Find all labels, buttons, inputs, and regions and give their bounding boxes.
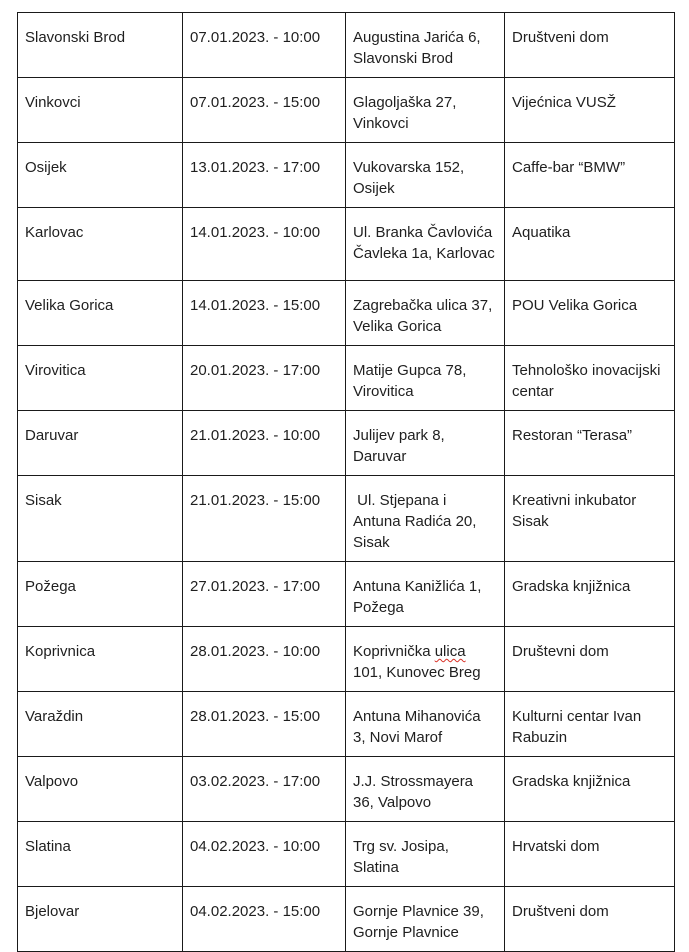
venue-cell: Društveni dom (505, 13, 675, 78)
datetime-cell: 04.02.2023. - 15:00 (183, 887, 346, 952)
address-cell: Trg sv. Josipa, Slatina (346, 822, 505, 887)
table-row (18, 13, 675, 78)
venue-cell: Vijećnica VUSŽ (505, 78, 675, 143)
table-row (18, 411, 675, 476)
datetime-cell: 04.02.2023. - 10:00 (183, 822, 346, 887)
table-row (18, 78, 675, 143)
table-row (18, 476, 675, 562)
table-row (18, 887, 675, 952)
address-cell: Zagrebačka ulica 37, Velika Gorica (346, 281, 505, 346)
address-cell: Ul. Branka Čavlovića Čavleka 1a, Karlovac (346, 208, 505, 281)
table-row (18, 692, 675, 757)
address-cell: Antuna Mihanovića 3, Novi Marof (346, 692, 505, 757)
address-cell (346, 627, 505, 692)
table-row (18, 208, 675, 281)
datetime-cell: 07.01.2023. - 15:00 (183, 78, 346, 143)
address-text-start: Koprivnička (353, 643, 435, 660)
city-cell: Velika Gorica (18, 281, 183, 346)
venue-cell: Kreativni inkubator Sisak (505, 476, 675, 562)
city-cell: Virovitica (18, 346, 183, 411)
datetime-cell: 21.01.2023. - 15:00 (183, 476, 346, 562)
datetime-cell: 20.01.2023. - 17:00 (183, 346, 346, 411)
venue-cell: Caffe-bar “BMW” (505, 143, 675, 208)
address-cell: Julijev park 8, Daruvar (346, 411, 505, 476)
address-text-end: 101, Kunovec Breg (353, 643, 481, 681)
address-cell: Antuna Kanižlića 1, Požega (346, 562, 505, 627)
spellcheck-flagged-word: ulica (434, 643, 466, 660)
datetime-cell: 28.01.2023. - 15:00 (183, 692, 346, 757)
city-cell: Valpovo (18, 757, 183, 822)
city-cell: Sisak (18, 476, 183, 562)
address-cell: Ul. Stjepana i Antuna Radića 20, Sisak (346, 476, 505, 562)
table-row (18, 822, 675, 887)
address-cell: J.J. Strossmayera 36, Valpovo (346, 757, 505, 822)
table-body (18, 13, 675, 952)
datetime-cell: 28.01.2023. - 10:00 (183, 627, 346, 692)
table-row (18, 143, 675, 208)
address-cell: Vukovarska 152, Osijek (346, 143, 505, 208)
city-cell: Karlovac (18, 208, 183, 281)
venue-cell: Restoran “Terasa” (505, 411, 675, 476)
datetime-cell: 07.01.2023. - 10:00 (183, 13, 346, 78)
city-cell: Koprivnica (18, 627, 183, 692)
table-row (18, 346, 675, 411)
venue-cell: Aquatika (505, 208, 675, 281)
city-cell: Daruvar (18, 411, 183, 476)
datetime-cell: 21.01.2023. - 10:00 (183, 411, 346, 476)
datetime-cell: 14.01.2023. - 15:00 (183, 281, 346, 346)
city-cell: Bjelovar (18, 887, 183, 952)
city-cell: Požega (18, 562, 183, 627)
table-row (18, 562, 675, 627)
venue-cell: Kulturni centar Ivan Rabuzin (505, 692, 675, 757)
venue-cell: POU Velika Gorica (505, 281, 675, 346)
address-cell: Matije Gupca 78, Virovitica (346, 346, 505, 411)
city-cell: Slatina (18, 822, 183, 887)
venue-cell: Gradska knjižnica (505, 562, 675, 627)
venue-cell: Gradska knjižnica (505, 757, 675, 822)
address-cell: Augustina Jarića 6, Slavonski Brod (346, 13, 505, 78)
venue-cell: Tehnološko inovacijski centar (505, 346, 675, 411)
datetime-cell: 27.01.2023. - 17:00 (183, 562, 346, 627)
city-cell: Slavonski Brod (18, 13, 183, 78)
venue-cell: Društevni dom (505, 627, 675, 692)
datetime-cell: 13.01.2023. - 17:00 (183, 143, 346, 208)
datetime-cell: 03.02.2023. - 17:00 (183, 757, 346, 822)
datetime-cell: 14.01.2023. - 10:00 (183, 208, 346, 281)
table-row (18, 281, 675, 346)
event-schedule-table (17, 12, 675, 952)
table-row (18, 757, 675, 822)
city-cell: Osijek (18, 143, 183, 208)
venue-cell: Hrvatski dom (505, 822, 675, 887)
venue-cell: Društveni dom (505, 887, 675, 952)
city-cell: Varaždin (18, 692, 183, 757)
table-row (18, 627, 675, 692)
city-cell: Vinkovci (18, 78, 183, 143)
address-cell: Gornje Plavnice 39, Gornje Plavnice (346, 887, 505, 952)
address-cell: Glagoljaška 27, Vinkovci (346, 78, 505, 143)
